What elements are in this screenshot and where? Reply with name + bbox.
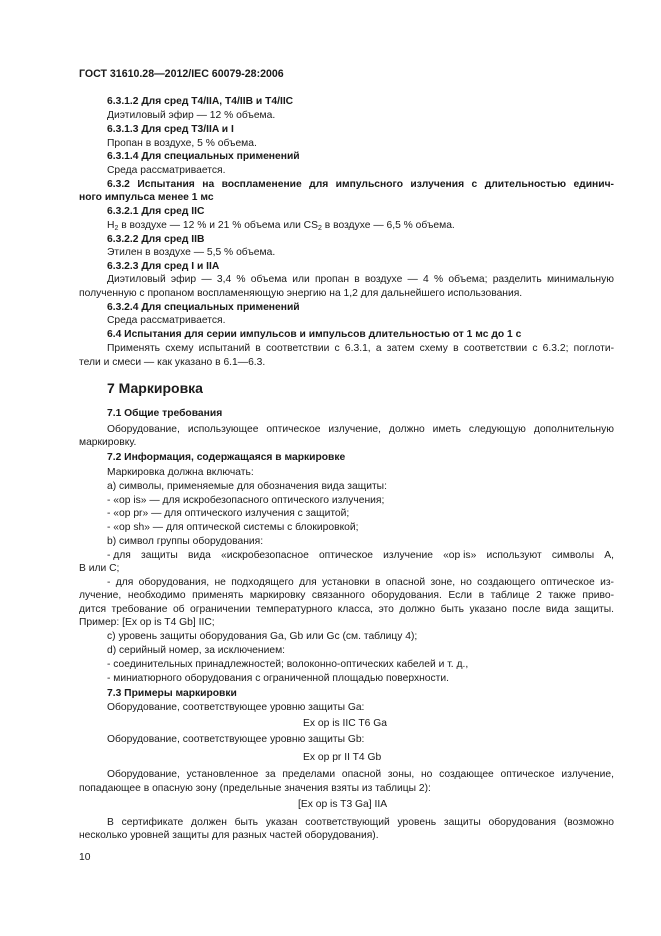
list-text: дится требование об ограничении температурного класса, это должно быть указано после вида защиты.: [79, 604, 614, 615]
clause-text: Оборудование, использующее оптическое излучение, должно иметь следующую дополнительную: [107, 424, 614, 435]
list-item: - для оборудования, не подходящего для установки в опасной зоне, но создающего оптическое из-: [107, 577, 614, 588]
section-heading-7: 7 Маркировка: [107, 380, 203, 396]
list-item: d) серийный номер, за исключением:: [107, 645, 286, 656]
list-item: - «op sh» — для оптической системы с блокировкой;: [107, 522, 359, 533]
clause-heading-6-3-1-4: 6.3.1.4 Для специальных применений: [107, 151, 300, 162]
clause-heading-6-3-2-4: 6.3.2.4 Для специальных применений: [107, 302, 300, 313]
clause-heading-6-3-1-2: 6.3.1.2 Для сред T4/IIA, T4/IIB и T4/IIC: [107, 96, 294, 107]
clause-text: несколько уровней защиты для разных частей оборудования).: [79, 830, 379, 841]
clause-text: маркировку.: [79, 437, 137, 448]
clause-heading-7-2: 7.2 Информация, содержащаяся в маркировке: [107, 452, 346, 463]
clause-text: Этилен в воздухе — 5,5 % объема.: [107, 247, 276, 258]
clause-text: тели и смеси — как указано в 6.1—6.3.: [79, 357, 266, 368]
clause-heading-6-3-2-2: 6.3.2.2 Для сред IIB: [107, 234, 205, 245]
example-text: Пример: [Ex op is T4 Gb] IIC;: [79, 617, 215, 628]
document-header: ГОСТ 31610.28—2012/IEC 60079-28:2006: [79, 68, 284, 80]
marking-example: Ex op is IIC T6 Ga: [303, 718, 387, 729]
clause-text: попадающее в опасную зону (предельные значения взяты из таблицы 2):: [79, 783, 431, 794]
clause-text: В сертификате должен быть указан соответствующий уровень защиты оборудования (возможно: [107, 817, 614, 828]
clause-heading-7-1: 7.1 Общие требования: [107, 408, 223, 419]
list-text: B или C;: [79, 563, 120, 574]
clause-heading-6-3-2-3: 6.3.2.3 Для сред I и IIA: [107, 261, 220, 272]
clause-text: Оборудование, установленное за пределами опасной зоны, но создающее оптическое излучение,: [107, 769, 614, 780]
list-item: - миниатюрного оборудования с ограниченной площадью поверхности.: [107, 673, 450, 684]
marking-example: [Ex op is T3 Ga] IIA: [298, 799, 388, 810]
clause-text-gases: $H_2$ в воздухе — 12 % и 21 % объема или $CS_2$ в воздухе — 6,5 % объема.: [107, 220, 455, 232]
clause-text: Диэтиловый эфир — 12 % объема.: [107, 110, 276, 121]
page-number: 10: [79, 852, 91, 863]
clause-heading-6-4: 6.4 Испытания для серии импульсов и импульсов длительностью от 1 мс до 1 с: [107, 329, 522, 340]
list-item: b) символ группы оборудования:: [107, 536, 264, 547]
list-item: - «op is» — для искробезопасного оптического излучения;: [107, 495, 385, 506]
list-item: a) символы, применяемые для обозначения вида защиты:: [107, 481, 387, 492]
list-item: c) уровень защиты оборудования Ga, Gb или Gc (см. таблицу 4);: [107, 631, 418, 642]
marking-example: Ex op pr II T4 Gb: [303, 752, 382, 763]
clause-text: Среда рассматривается.: [107, 315, 226, 326]
list-item-spread: - для защиты вида «искробезопасное оптическое излучение «op is» используют символы A,: [107, 550, 614, 561]
list-text: Маркировка должна включать:: [107, 467, 254, 478]
clause-text: Диэтиловый эфир — 3,4 % объема или пропан в воздухе — 4 % объема; разделить минимальную: [107, 274, 614, 285]
clause-text: полученную с пропаном воспламеняющую энергию на 1,2 для дальнейшего использования.: [79, 288, 523, 299]
clause-text: Среда рассматривается.: [107, 165, 226, 176]
list-item: - соединительных принадлежностей; волоконно-оптических кабелей и т. д.,: [107, 659, 469, 670]
clause-text: Оборудование, соответствующее уровню защиты Gb:: [107, 734, 365, 745]
clause-heading-6-3-2-cont: ного импульса менее 1 мс: [79, 192, 214, 203]
clause-heading-7-3: 7.3 Примеры маркировки: [107, 688, 237, 699]
list-text: лучение, необходимо применять маркировку связанного оборудования. Если в таблице 2 также приво-: [79, 590, 614, 601]
clause-heading-6-3-1-3: 6.3.1.3 Для сред T3/IIA и I: [107, 124, 234, 135]
clause-text: Пропан в воздухе, 5 % объема.: [107, 138, 257, 149]
clause-heading-6-3-2: 6.3.2 Испытания на воспламенение для импульсного излучения с длительностью единич-: [107, 179, 614, 190]
clause-text: Применять схему испытаний в соответствии с 6.3.1, а затем схему в соответствии с 6.3.2; поглоти-: [107, 343, 614, 354]
clause-heading-6-3-2-1: 6.3.2.1 Для сред IIC: [107, 206, 205, 217]
list-item: - «op pr» — для оптического излучения с защитой;: [107, 508, 350, 519]
clause-text: Оборудование, соответствующее уровню защиты Ga:: [107, 702, 365, 713]
